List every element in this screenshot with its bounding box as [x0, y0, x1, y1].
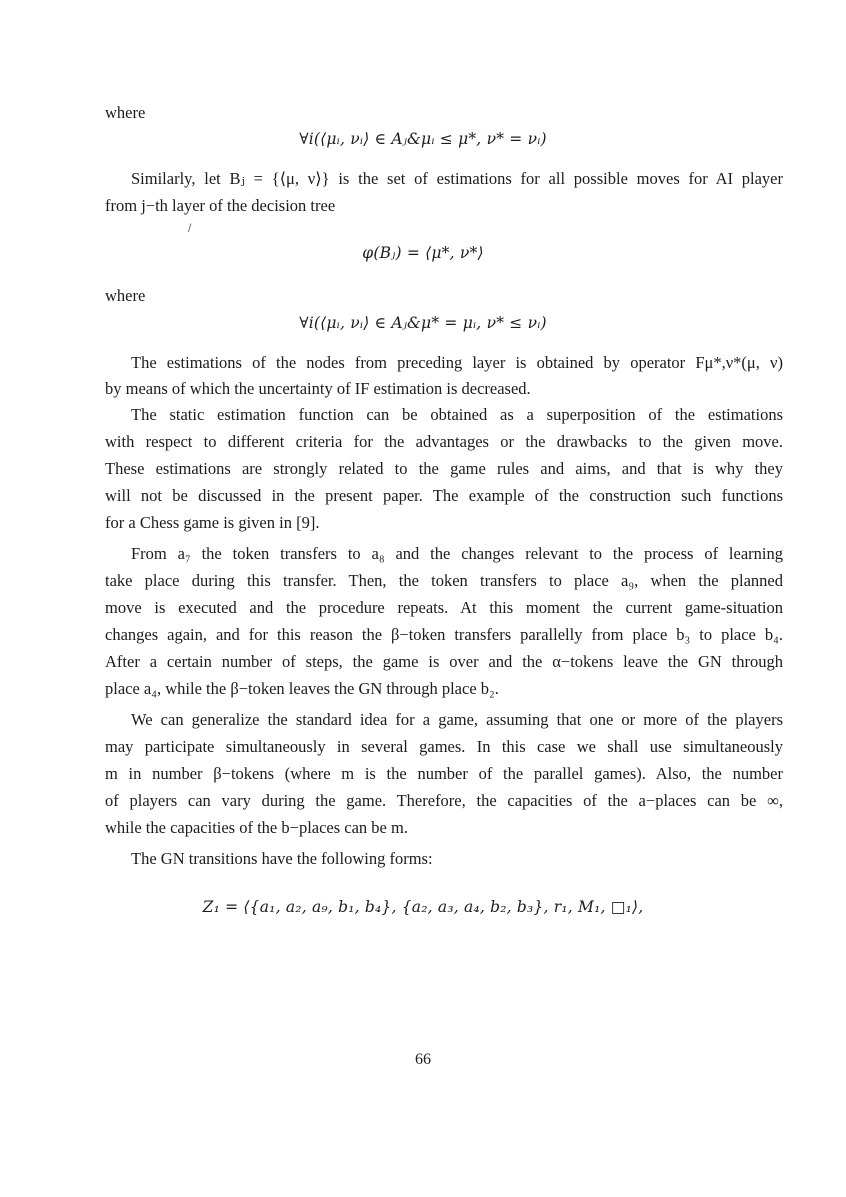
equation-2: φ(Bⱼ) = ⟨μ*, ν*⟩ — [362, 244, 484, 262]
paragraph-static-line: for a Chess game is given in [9]. — [105, 513, 320, 532]
where-label-2: where — [105, 286, 146, 305]
paragraph-static-line: with respect to different criteria for the advantages or the drawbacks to the given move. — [105, 432, 783, 451]
paragraph-generalize-line: may participate simultaneously in several games. In this case we shall use simultaneously — [105, 737, 783, 756]
paragraph-static-line: will not be discussed in the present paper. The example of the construction such functions — [105, 486, 783, 505]
paragraph-from-line: From a₇ the token transfers to a₈ and the changes relevant to the process of learning — [131, 544, 783, 563]
paragraph-from-line: After a certain number of steps, the game is over and the α−tokens leave the GN through — [105, 652, 783, 671]
paragraph-estimations-line: by means of which the uncertainty of IF estimation is decreased. — [105, 379, 531, 398]
paragraph-similarly-line: Similarly, let Bⱼ = {⟨μ, ν⟩} is the set of estimations for all possible moves for AI player — [131, 169, 783, 188]
paragraph-static-line: These estimations are strongly related to the game rules and aims, and that is why they — [105, 459, 783, 478]
paragraph-generalize-line: We can generalize the standard idea for a game, assuming that one or more of the players — [131, 710, 783, 729]
paragraph-generalize-line: while the capacities of the b−places can be m. — [105, 818, 408, 837]
where-label-1: where — [105, 103, 146, 122]
paragraph-from-line: changes again, and for this reason the β−token transfers parallelly from place b₃ to place b₄. — [105, 625, 783, 644]
page-number: 66 — [415, 1051, 431, 1068]
paragraph-from-line: take place during this transfer. Then, the token transfers to place a₉, when the planned — [105, 571, 783, 590]
paragraph-transitions: The GN transitions have the following forms: — [131, 849, 433, 868]
equation-1: ∀i(⟨μᵢ, νᵢ⟩ ∈ Aⱼ&μᵢ ≤ μ*, ν* = νᵢ) — [299, 130, 547, 148]
equation-3: ∀i(⟨μᵢ, νᵢ⟩ ∈ Aⱼ&μ* = μᵢ, ν* ≤ νᵢ) — [299, 314, 547, 332]
stray-mark: / — [188, 223, 192, 234]
paragraph-static-line: The static estimation function can be obtained as a superposition of the estimations — [131, 405, 783, 424]
paragraph-estimations-line: The estimations of the nodes from preceding layer is obtained by operator Fμ*,ν*(μ, ν) — [131, 353, 783, 372]
paragraph-generalize-line: of players can vary during the game. Therefore, the capacities of the a−places can be ∞, — [105, 791, 783, 810]
paragraph-generalize-line: m in number β−tokens (where m is the number of the parallel games). Also, the number — [105, 764, 783, 783]
paragraph-from-line: move is executed and the procedure repeats. At this moment the current game-situation — [105, 598, 783, 617]
equation-4: Z₁ = ⟨{a₁, a₂, a₉, b₁, b₄}, {a₂, a₃, a₄, b₂, b₃}, r₁, M₁, □₁⟩, — [202, 898, 644, 916]
paragraph-similarly-line: from j−th layer of the decision tree — [105, 196, 336, 215]
paragraph-from-line: place a₄, while the β−token leaves the GN through place b₂. — [105, 679, 499, 698]
